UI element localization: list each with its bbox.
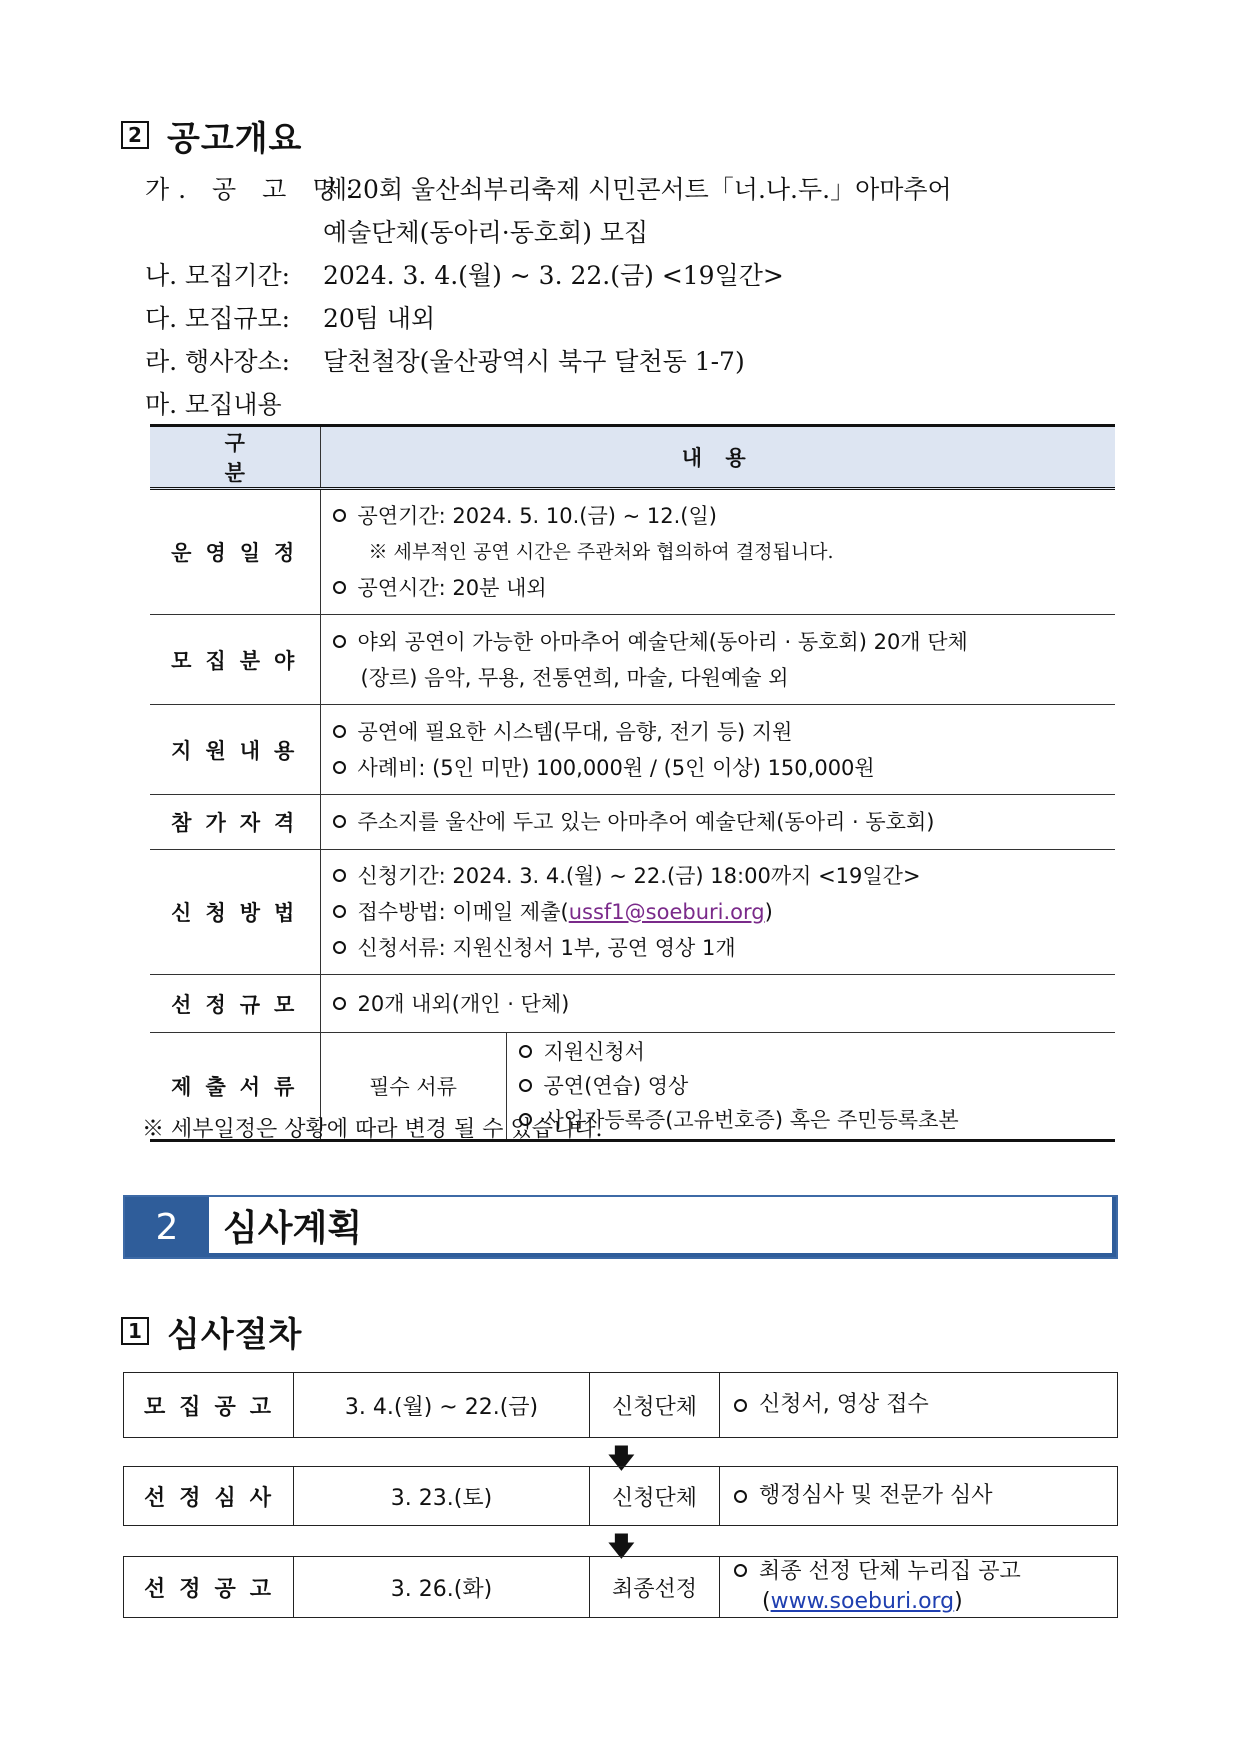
overview-row-name-cont — [323, 213, 648, 249]
row-line: 공연에 필요한 시스템(무대, 음향, 전기 등) 지원 — [357, 719, 793, 744]
table-row — [150, 489, 1115, 615]
row-category: 모집분야 — [150, 615, 320, 705]
row-content — [320, 615, 1115, 705]
bullet-icon — [333, 761, 346, 774]
row-line: 야외 공연이 가능한 아마추어 예술단체(동아리 · 동호회) 20개 단체 — [357, 629, 968, 654]
table-row — [150, 850, 1115, 975]
overview-row-venue — [145, 342, 745, 378]
flow-step-date: 3. 26.(화) — [294, 1557, 590, 1617]
header-category: 구 분 — [150, 426, 320, 489]
bullet-icon — [519, 1045, 532, 1058]
row-category: 제출서류 — [150, 1033, 320, 1141]
row-content — [320, 795, 1115, 850]
row-line: 20개 내외(개인 · 단체) — [357, 991, 570, 1016]
flow-step-desc — [720, 1373, 1117, 1437]
row-category: 선정규모 — [150, 975, 320, 1033]
section-number-box: 1 — [121, 1317, 149, 1345]
flow-step-date: 3. 4.(월) ~ 22.(금) — [294, 1373, 590, 1437]
row-line: 공연(연습) 영상 — [543, 1074, 689, 1098]
website-link[interactable]: www.soeburi.org — [770, 1589, 955, 1614]
overview-value: 제20회 울산쇠부리축제 시민콘서트「너.나.두.」아마추어 — [323, 175, 952, 204]
bullet-icon — [734, 1399, 747, 1412]
overview-row-content — [145, 385, 323, 421]
section-heading-overview — [121, 112, 302, 158]
row-line: (장르) 음악, 무용, 전통연희, 마술, 다원예술 외 — [360, 665, 789, 690]
overview-row-scale — [145, 299, 435, 335]
flow-step-name: 모집공고 — [124, 1373, 294, 1437]
overview-label: 가. 공 고 명: — [145, 175, 363, 204]
bullet-icon — [333, 997, 346, 1010]
flow-step-name: 선정공고 — [124, 1557, 294, 1617]
overview-value: 달천철장(울산광역시 북구 달천동 1-7) — [323, 347, 745, 376]
table-row — [150, 615, 1115, 705]
flow-step — [123, 1466, 1118, 1526]
bullet-icon — [333, 581, 346, 594]
paren-close: ) — [954, 1589, 963, 1614]
bullet-icon — [519, 1079, 532, 1092]
recruitment-table — [150, 424, 1115, 1142]
flow-step-desc — [720, 1557, 1117, 1617]
overview-row-name — [145, 170, 952, 206]
overview-label: 나. 모집기간: — [145, 261, 291, 290]
section-title: 심사절차 — [167, 1314, 303, 1355]
overview-value: 20팀 내외 — [323, 304, 436, 333]
row-line: 사업자등록증(고유번호증) 혹은 주민등록초본 — [543, 1108, 959, 1132]
row-content — [320, 705, 1115, 795]
header-content: 내 용 — [320, 426, 1115, 489]
row-line: 신청서류: 지원신청서 1부, 공연 영상 1개 — [357, 936, 736, 960]
overview-label: 라. 행사장소: — [145, 347, 291, 376]
row-line: 사례비: (5인 미만) 100,000원 / (5인 이상) 150,000원 — [357, 755, 875, 780]
section-number-box: 2 — [121, 121, 149, 149]
row-note: ※ 세부적인 공연 시간은 주관처와 협의하여 결정됩니다. — [368, 541, 834, 563]
paren-open: ( — [762, 1589, 771, 1614]
row-line: 공연시간: 20분 내외 — [357, 576, 547, 600]
bullet-icon — [333, 509, 346, 522]
row-line-end: ) — [764, 900, 773, 924]
row-subcategory: 필수 서류 — [320, 1033, 506, 1141]
overview-label: 다. 모집규모: — [145, 304, 291, 333]
email-link[interactable]: ussf1@soeburi.org — [568, 900, 765, 924]
arrow-down-icon: 🡇 — [608, 1532, 635, 1562]
row-content — [320, 850, 1115, 975]
flow-step-who: 최종선정 — [590, 1557, 720, 1617]
row-category: 참가자격 — [150, 795, 320, 850]
bullet-icon — [333, 905, 346, 918]
flow-step-date: 3. 23.(토) — [294, 1467, 590, 1525]
chapter-title: 심사계획 — [209, 1197, 1116, 1257]
bullet-icon — [333, 815, 346, 828]
flow-desc-text: 신청서, 영상 접수 — [759, 1392, 929, 1417]
row-line: 신청기간: 2024. 3. 4.(월) ~ 22.(금) 18:00까지 <19일간> — [357, 864, 921, 888]
section-title: 공고개요 — [167, 118, 303, 159]
bullet-icon — [333, 941, 346, 954]
flow-step-name: 선정심사 — [124, 1467, 294, 1525]
row-line: 지원신청서 — [543, 1040, 645, 1064]
table-header-row — [150, 426, 1115, 489]
arrow-down-icon: 🡇 — [608, 1444, 635, 1474]
flow-desc-text: 행정심사 및 전문가 심사 — [759, 1483, 993, 1508]
row-content — [320, 975, 1115, 1033]
row-line: 공연기간: 2024. 5. 10.(금) ~ 12.(일) — [357, 504, 717, 528]
row-line: 접수방법: 이메일 제출( — [357, 900, 569, 924]
bullet-icon — [333, 635, 346, 648]
chapter-banner — [123, 1195, 1118, 1259]
chapter-number: 2 — [125, 1197, 209, 1257]
table-row — [150, 795, 1115, 850]
overview-row-period — [145, 256, 784, 292]
table-row — [150, 705, 1115, 795]
overview-value-cont: 예술단체(동아리·동호회) 모집 — [323, 218, 649, 247]
bullet-icon — [734, 1564, 747, 1577]
flow-desc-text: 최종 선정 단체 누리집 공고 — [759, 1559, 1021, 1584]
row-category: 지원내용 — [150, 705, 320, 795]
section-heading-procedure — [121, 1308, 302, 1354]
flow-step-who: 신청단체 — [590, 1373, 720, 1437]
bullet-icon — [333, 725, 346, 738]
overview-label: 마. 모집내용 — [145, 390, 282, 419]
bullet-icon — [333, 869, 346, 882]
flow-step — [123, 1372, 1118, 1438]
row-content — [320, 489, 1115, 615]
row-category: 신청방법 — [150, 850, 320, 975]
footnote: ※ 세부일정은 상황에 따라 변경 될 수 있습니다. — [142, 1117, 603, 1142]
bullet-icon — [734, 1490, 747, 1503]
table-row — [150, 975, 1115, 1033]
overview-value: 2024. 3. 4.(월) ~ 3. 22.(금) <19일간> — [323, 261, 784, 290]
flow-step — [123, 1556, 1118, 1618]
row-category: 운영일정 — [150, 489, 320, 615]
flow-step-desc — [720, 1467, 1117, 1525]
row-line: 주소지를 울산에 두고 있는 아마추어 예술단체(동아리 · 동호회) — [357, 810, 935, 834]
flow-step-who: 신청단체 — [590, 1467, 720, 1525]
